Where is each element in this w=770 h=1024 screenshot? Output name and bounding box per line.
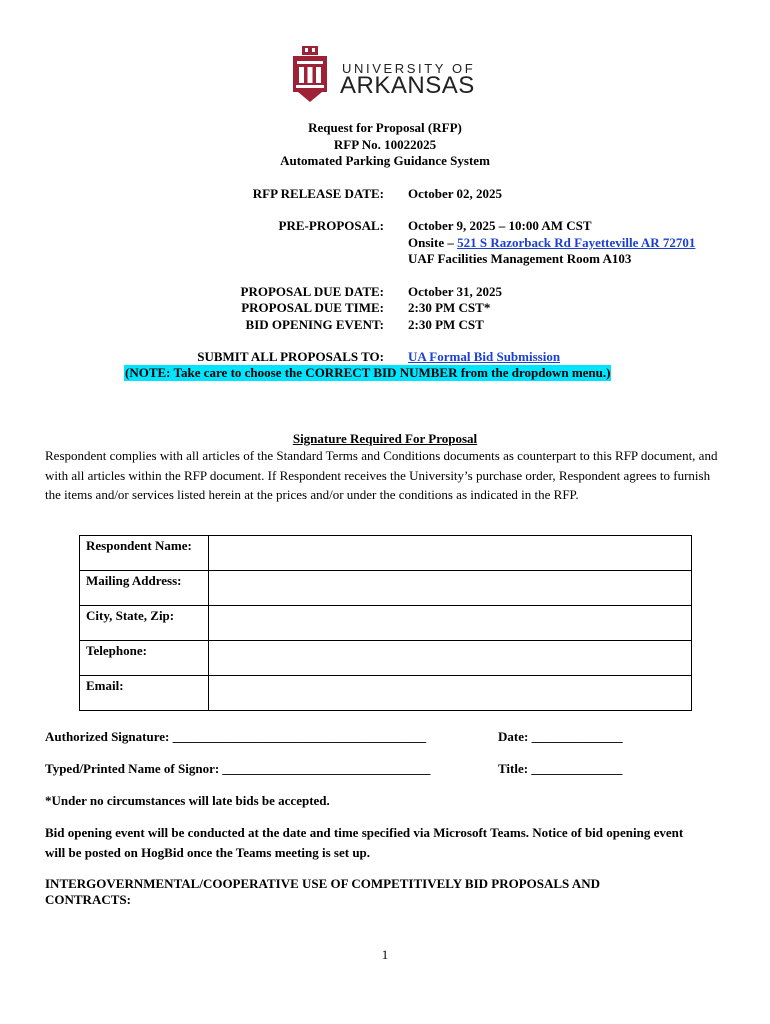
preproposal-value: October 9, 2025 – 10:00 AM CST bbox=[408, 218, 592, 233]
university-logo bbox=[290, 44, 475, 104]
telephone-field[interactable] bbox=[209, 641, 692, 676]
due-date-label: PROPOSAL DUE DATE: bbox=[240, 284, 384, 299]
table-row bbox=[80, 536, 692, 571]
signature-section-title: Signature Required For Proposal bbox=[292, 431, 478, 446]
typed-name-line[interactable]: Typed/Printed Name of Signor: ________________________________ bbox=[45, 761, 431, 776]
bid-opening-note-2: will be posted on HogBid once the Teams meeting is set up. bbox=[45, 845, 371, 860]
authorized-signature-line[interactable]: Authorized Signature: _______________________________________ bbox=[45, 729, 427, 744]
mailing-address-label: Mailing Address: bbox=[80, 571, 209, 606]
preproposal-location: UAF Facilities Management Room A103 bbox=[408, 251, 632, 266]
submit-label: SUBMIT ALL PROPOSALS TO: bbox=[197, 349, 384, 364]
table-row bbox=[80, 641, 692, 676]
rfp-number: RFP No. 10022025 bbox=[333, 137, 437, 152]
bid-opening-value: 2:30 PM CST bbox=[408, 317, 484, 332]
intergovernmental-heading-2: CONTRACTS: bbox=[45, 892, 131, 907]
table-row bbox=[80, 606, 692, 641]
onsite-prefix: Onsite – bbox=[408, 235, 458, 250]
table-row bbox=[80, 571, 692, 606]
table-row bbox=[80, 676, 692, 711]
email-field[interactable] bbox=[209, 676, 692, 711]
title-line[interactable]: Title: ______________ bbox=[498, 761, 623, 776]
date-line[interactable]: Date: ______________ bbox=[498, 729, 623, 744]
dropdown-note: (NOTE: Take care to choose the CORRECT BID NUMBER from the dropdown menu.) bbox=[125, 365, 611, 380]
city-state-zip-label: City, State, Zip: bbox=[80, 606, 209, 641]
page-number: 1 bbox=[381, 947, 389, 962]
respondent-name-field[interactable] bbox=[209, 536, 692, 571]
respondent-table bbox=[79, 535, 692, 711]
rfp-project-title: Automated Parking Guidance System bbox=[280, 153, 490, 168]
mailing-address-field[interactable] bbox=[209, 571, 692, 606]
preproposal-label: PRE-PROPOSAL: bbox=[278, 218, 384, 233]
onsite-address-link[interactable]: 521 S Razorback Rd Fayetteville AR 72701 bbox=[457, 235, 696, 250]
release-date-label: RFP RELEASE DATE: bbox=[252, 186, 384, 201]
compliance-paragraph: Respondent complies with all articles of the Standard Terms and Conditions documents as counterpart to this RFP document, and with all articles within the RFP document. If Respondent receives the University’s purchase order, Respondent agrees to furnish the items and/or services listed herein at the prices and/or under the conditions as indicated in the RFP. bbox=[45, 448, 718, 502]
logo-arkansas: ARKANSAS bbox=[340, 72, 475, 99]
due-time-value: 2:30 PM CST* bbox=[408, 300, 491, 315]
onsite-line bbox=[408, 235, 695, 251]
submit-value bbox=[408, 349, 560, 365]
due-date-value: October 31, 2025 bbox=[408, 284, 502, 299]
intergovernmental-heading-1: INTERGOVERNMENTAL/COOPERATIVE USE OF COMPETITIVELY BID PROPOSALS AND bbox=[45, 876, 600, 891]
telephone-label: Telephone: bbox=[80, 641, 209, 676]
bid-opening-note-1: Bid opening event will be conducted at the date and time specified via Microsoft Teams. Notice of bid opening event bbox=[45, 825, 684, 840]
due-time-label: PROPOSAL DUE TIME: bbox=[241, 300, 384, 315]
old-main-seal-icon bbox=[290, 44, 330, 104]
city-state-zip-field[interactable] bbox=[209, 606, 692, 641]
logo-university-of: UNIVERSITY OF bbox=[342, 61, 476, 76]
formal-bid-submission-link[interactable]: UA Formal Bid Submission bbox=[408, 349, 561, 364]
respondent-name-label: Respondent Name: bbox=[80, 536, 209, 571]
release-date-value: October 02, 2025 bbox=[408, 186, 502, 201]
email-label: Email: bbox=[80, 676, 209, 711]
late-bids-note: *Under no circumstances will late bids be accepted. bbox=[45, 793, 330, 808]
rfp-heading: Request for Proposal (RFP) bbox=[308, 120, 462, 135]
bid-opening-label: BID OPENING EVENT: bbox=[245, 317, 384, 332]
